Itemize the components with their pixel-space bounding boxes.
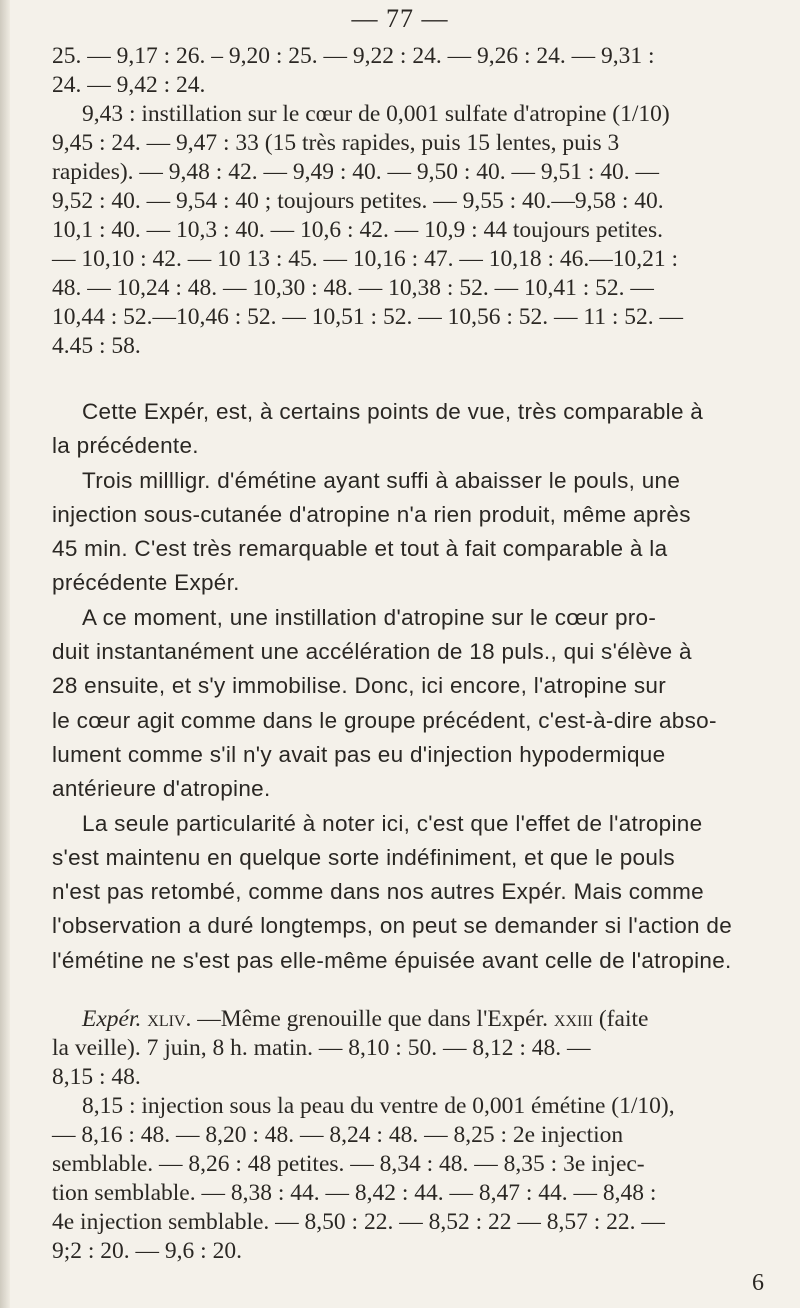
commentary-line: La seule particularité à noter ici, c'est que l'effet de l'atropine — [82, 810, 703, 836]
experiment-heading-text: —Même grenouille que dans l'Expér. — [191, 1006, 554, 1032]
commentary-block — [52, 395, 764, 978]
commentary-line: Trois millligr. d'émétine ayant suffi à abaisser le pouls, une — [82, 467, 681, 493]
log-line: 48. — 10,24 : 48. — 10,30 : 48. — 10,38 : 52. — 10,41 : 52. — — [52, 275, 654, 301]
commentary-line: 45 min. C'est très remarquable et tout à fait comparable à la — [52, 536, 668, 562]
log-line: tion semblable. — 8,38 : 44. — 8,42 : 44. — 8,47 : 44. — 8,48 : — [52, 1180, 657, 1206]
log-line: la veille). 7 juin, 8 h. matin. — 8,10 : 50. — 8,12 : 48. — — [52, 1035, 591, 1061]
commentary-line: l'observation a duré longtemps, on peut se demander si l'action de — [52, 913, 733, 939]
experiment-log-block — [52, 42, 764, 361]
page-binding-edge — [0, 0, 10, 1308]
commentary-line: A ce moment, une instillation d'atropine sur le cœur pro- — [82, 604, 657, 630]
page-number: 6 — [752, 1270, 764, 1296]
experiment-numeral: xliv. — [147, 1006, 192, 1032]
log-line: 9;2 : 20. — 9,6 : 20. — [52, 1238, 242, 1264]
commentary-line: 28 ensuite, et s'y immobilise. Donc, ici encore, l'atropine sur — [52, 673, 667, 699]
commentary-line: précédente Expér. — [52, 570, 240, 596]
commentary-line: la précédente. — [52, 433, 199, 459]
experiment-label: Expér. — [82, 1006, 142, 1032]
experiment-heading-end: (faite — [592, 1006, 649, 1032]
commentary-line: lument comme s'il n'y avait pas eu d'injection hypodermique — [52, 741, 666, 767]
commentary-line: duit instantanément une accélération de 18 puls., qui s'élève à — [52, 639, 692, 665]
commentary-line: antérieure d'atropine. — [52, 776, 271, 802]
log-line: 4.45 : 58. — [52, 333, 141, 359]
log-line: 10,1 : 40. — 10,3 : 40. — 10,6 : 42. — 10,9 : 44 toujours petites. — [52, 217, 663, 243]
commentary-line: Cette Expér, est, à certains points de vue, très comparable à — [82, 399, 704, 424]
log-line: 8,15 : 48. — [52, 1064, 141, 1090]
experiment-reference: xxiii — [553, 1006, 593, 1032]
experiment-heading-line — [52, 1005, 764, 1034]
log-line: 25. — 9,17 : 26. – 9,20 : 25. — 9,22 : 24. — 9,26 : 24. — 9,31 : — [52, 43, 655, 69]
experiment-xliv-block — [52, 1005, 764, 1266]
log-line: 24. — 9,42 : 24. — [52, 72, 206, 98]
page-header: — 77 — — [351, 4, 449, 33]
log-line: 9,45 : 24. — 9,47 : 33 (15 très rapides, puis 15 lentes, puis 3 — [52, 130, 620, 156]
log-line: 8,15 : injection sous la peau du ventre de 0,001 émétine (1/10), — [82, 1093, 675, 1119]
commentary-line: n'est pas retombé, comme dans nos autres Expér. Mais comme — [52, 879, 704, 905]
commentary-line: le cœur agit comme dans le groupe précédent, c'est-à-dire abso- — [52, 707, 717, 733]
log-line: — 8,16 : 48. — 8,20 : 48. — 8,24 : 48. — 8,25 : 2e injection — [52, 1122, 624, 1148]
log-line: rapides). — 9,48 : 42. — 9,49 : 40. — 9,50 : 40. — 9,51 : 40. — — [52, 159, 660, 185]
log-line: 9,43 : instillation sur le cœur de 0,001 sulfate d'atropine (1/10) — [82, 101, 670, 127]
commentary-line: s'est maintenu en quelque sorte indéfiniment, et que le pouls — [52, 844, 675, 870]
commentary-line: injection sous-cutanée d'atropine n'a rien produit, même après — [52, 501, 691, 527]
commentary-line: l'émétine ne s'est pas elle-même épuisée avant celle de l'atropine. — [52, 947, 732, 973]
log-line: semblable. — 8,26 : 48 petites. — 8,34 : 48. — 8,35 : 3e injec- — [52, 1151, 645, 1177]
log-line: — 10,10 : 42. — 10 13 : 45. — 10,16 : 47. — 10,18 : 46.—10,21 : — [52, 246, 679, 272]
log-line: 10,44 : 52.—10,46 : 52. — 10,51 : 52. — 10,56 : 52. — 11 : 52. — — [52, 304, 684, 330]
log-line: 4e injection semblable. — 8,50 : 22. — 8,52 : 22 — 8,57 : 22. — — [52, 1209, 665, 1235]
log-line: 9,52 : 40. — 9,54 : 40 ; toujours petites. — 9,55 : 40.—9,58 : 40. — [52, 188, 664, 214]
